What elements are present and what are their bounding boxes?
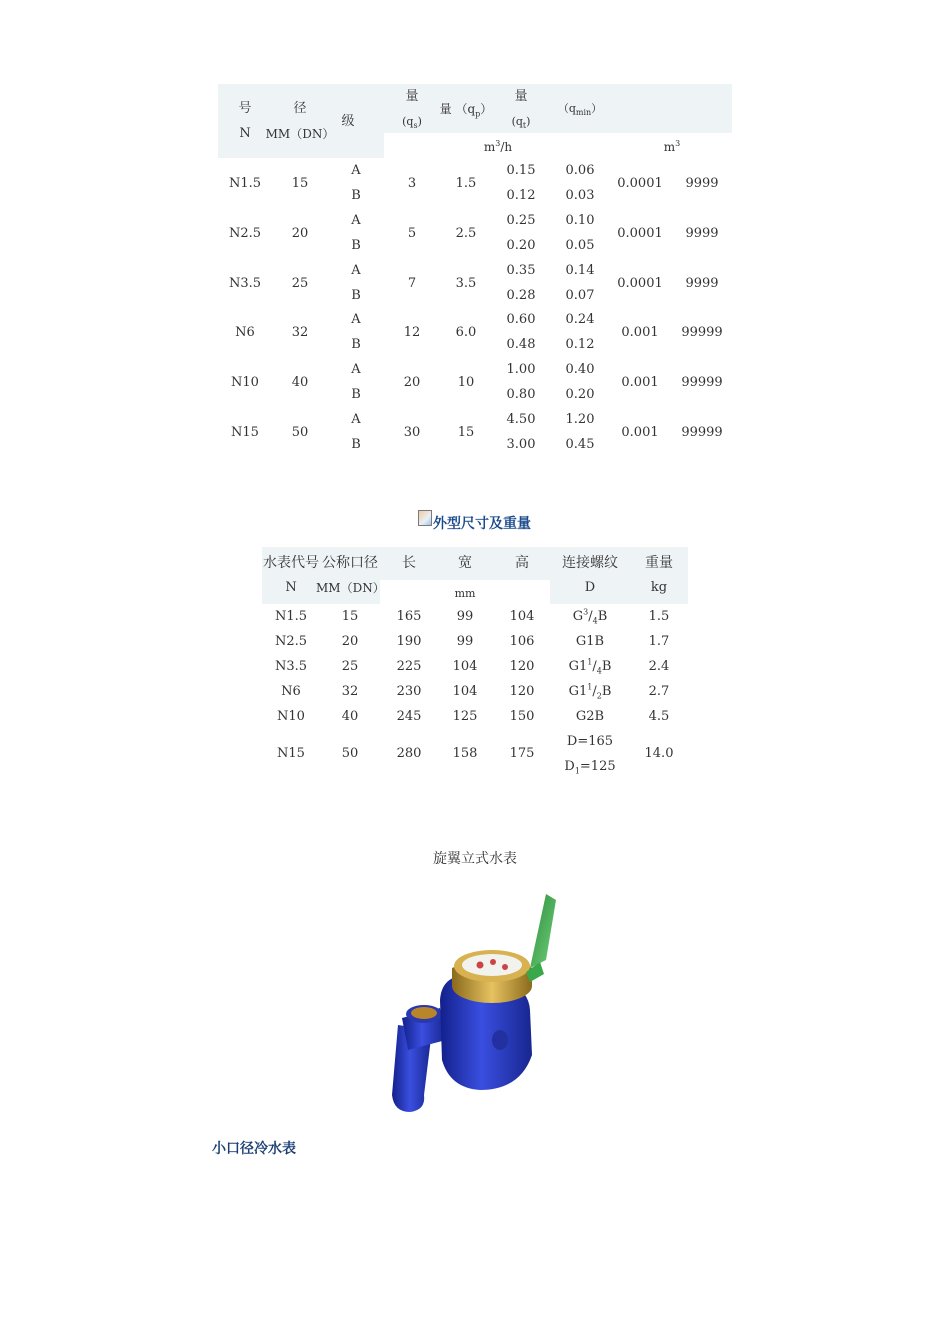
flow-cell-max-reading: 99999 [681, 325, 723, 341]
flow-cell-model: N1.5 [228, 176, 262, 191]
flow-cell-qmin-a: 0.14 [565, 262, 595, 278]
green-lid [530, 894, 556, 968]
dim-cell-height: 106 [509, 634, 535, 649]
flow-cell-dia: 32 [291, 325, 309, 341]
flow-cell-model: N15 [231, 425, 259, 440]
flow-cell-qt-a: 0.60 [506, 312, 536, 328]
meter-dial [462, 954, 522, 976]
dim-cell-length: 280 [396, 746, 422, 761]
dim-cell-model: N6 [281, 684, 301, 699]
flow-cell-dia: 25 [291, 275, 309, 291]
dim-cell-length: 165 [396, 609, 422, 624]
flow-cell-qt-a: 0.35 [506, 262, 536, 278]
flow-cell-qp: 3.5 [455, 275, 477, 291]
flow-cell-grade-b: B [351, 237, 361, 253]
flow-cell-dia: 40 [291, 375, 309, 391]
dim-cell-weight: 14.0 [644, 746, 674, 761]
dim-hdr-weight: 重量 [645, 555, 673, 571]
dial-pointer-1 [477, 962, 484, 969]
dim-cell-width: 104 [452, 684, 478, 699]
hdr-grade: 级 [341, 114, 355, 129]
dim-cell-weight: 1.5 [648, 609, 670, 624]
flow-cell-qmin-a: 0.06 [565, 163, 595, 178]
dim-hdr-model: 水表代号 [263, 555, 319, 571]
dim-cell-dia: 50 [341, 746, 359, 761]
dim-hdr-thread-sub: D [584, 580, 596, 595]
flow-cell-qt-b: 0.80 [506, 387, 536, 403]
hdr-qs-top: 量 [405, 89, 419, 104]
body-emboss [492, 1030, 508, 1050]
flow-cell-qt-b: 0.48 [506, 337, 536, 353]
flow-cell-model: N2.5 [228, 225, 262, 241]
dim-cell-dia: 40 [341, 709, 359, 724]
dim-cell-model: N1.5 [274, 609, 308, 624]
dim-cell-model: N3.5 [274, 659, 308, 674]
flow-cell-qmin-a: 1.20 [565, 412, 595, 427]
flow-cell-grade-a: A [351, 412, 361, 427]
flow-cell-dia: 50 [291, 425, 309, 440]
hdr-qp: 量 $(q_p)$ [439, 102, 493, 119]
hdr-model-bottom: N [239, 126, 251, 141]
dim-cell-model: N15 [277, 746, 305, 761]
water-meter-image [380, 890, 580, 1122]
flow-cell-qs: 12 [403, 325, 421, 341]
dim-cell-width: 125 [452, 709, 478, 724]
flow-cell-qt-b: 0.12 [506, 188, 536, 203]
dim-cell-width: 99 [456, 609, 474, 624]
flow-cell-min-reading: 0.001 [621, 375, 659, 391]
flow-cell-grade-b: B [351, 337, 361, 353]
dim-cell-length: 225 [396, 659, 422, 674]
dim-hdr-weight-unit: kg [650, 580, 668, 595]
dim-cell-dia: 15 [341, 609, 359, 624]
inlet-brass-end [411, 1007, 437, 1019]
flow-cell-grade-b: B [351, 437, 361, 452]
flow-cell-grade-a: A [351, 312, 361, 328]
hdr-model-top: 号 [238, 101, 252, 116]
flow-cell-qt-a: 1.00 [506, 362, 536, 378]
hdr-qt-top: 量 [514, 89, 528, 104]
dim-cell-dia: 20 [341, 634, 359, 649]
product-caption: 旋翼立式水表 [433, 851, 517, 867]
hdr-unit-flow: $m^3/h$ [483, 139, 513, 154]
flow-cell-qmin-b: 0.05 [565, 237, 595, 253]
hdr-unit-reading: $m^3$ [663, 139, 681, 154]
flow-cell-qs: 7 [407, 275, 417, 291]
flow-cell-grade-a: A [351, 212, 361, 228]
flow-cell-qmin-a: 0.40 [565, 362, 595, 378]
dim-hdr-width: 宽 [458, 555, 472, 571]
dim-cell-dia: 25 [341, 659, 359, 674]
flow-cell-grade-b: B [351, 287, 361, 303]
image-placeholder-icon [418, 510, 432, 526]
flow-cell-grade-b: B [351, 387, 361, 403]
hdr-qt-bottom: $(q_t)$ [511, 115, 531, 131]
flow-cell-max-reading: 99999 [681, 375, 723, 391]
dim-hdr-height: 高 [515, 555, 529, 571]
flow-cell-qmin-b: 0.12 [565, 337, 595, 353]
dim-hdr-dia: 公称口径 [322, 555, 378, 571]
dim-cell-thread: $G1^1/_2B$ [568, 682, 612, 701]
flow-cell-max-reading: 9999 [685, 275, 719, 291]
flow-cell-grade-b: B [351, 188, 361, 203]
flow-cell-qp: 1.5 [455, 176, 477, 191]
flow-cell-model: N10 [231, 375, 259, 391]
flow-cell-qt-b: 0.28 [506, 287, 536, 303]
dim-cell-height: 120 [509, 659, 535, 674]
dim-hdr-length: 长 [402, 555, 416, 571]
dim-cell-height: 175 [509, 746, 535, 761]
dim-cell-length: 190 [396, 634, 422, 649]
dim-hdr-model-sub: N [285, 580, 297, 595]
dim-cell-thread-line1: D=165 [566, 734, 614, 749]
dim-cell-model: N2.5 [274, 634, 308, 649]
dim-hdr-mm: mm [454, 587, 476, 600]
flow-cell-min-reading: 0.001 [621, 425, 659, 440]
flow-cell-qt-a: 0.25 [506, 212, 536, 228]
dim-cell-weight: 4.5 [648, 709, 670, 724]
flow-cell-qs: 5 [407, 225, 417, 241]
dimension-section-title: 外型尺寸及重量 [433, 516, 531, 532]
dim-cell-dia: 32 [341, 684, 359, 699]
flow-cell-model: N3.5 [228, 275, 262, 291]
dim-cell-weight: 2.4 [648, 659, 670, 674]
flow-cell-qt-b: 3.00 [506, 437, 536, 452]
flow-cell-min-reading: 0.0001 [617, 225, 663, 241]
dim-cell-length: 245 [396, 709, 422, 724]
flow-cell-dia: 20 [291, 225, 309, 241]
flow-cell-min-reading: 0.001 [621, 325, 659, 341]
dial-pointer-2 [490, 959, 496, 965]
hdr-qs-bottom: $(q_s)$ [402, 115, 422, 131]
flow-cell-qmin-b: 0.45 [565, 437, 595, 452]
flow-cell-model: N6 [235, 325, 255, 341]
dim-cell-weight: 2.7 [648, 684, 670, 699]
dim-hdr-thread: 连接螺纹 [562, 555, 618, 571]
flow-cell-max-reading: 9999 [685, 176, 719, 191]
flow-cell-qt-b: 0.20 [506, 237, 536, 253]
flow-cell-qmin-b: 0.07 [565, 287, 595, 303]
dim-cell-thread: G2B [575, 709, 605, 724]
hdr-qmin: $(q_{min})$ [557, 102, 603, 118]
dim-hdr-dia-sub: MM（DN） [316, 581, 385, 595]
flow-cell-grade-a: A [351, 262, 361, 278]
flow-cell-grade-a: A [351, 163, 361, 178]
dial-pointer-3 [502, 964, 508, 970]
flow-cell-max-reading: 9999 [685, 225, 719, 241]
flow-cell-qt-a: 4.50 [506, 412, 536, 427]
flow-cell-min-reading: 0.0001 [617, 176, 663, 191]
hdr-dia-bottom: MM（DN） [265, 127, 335, 141]
flow-cell-qp: 2.5 [455, 225, 477, 241]
flow-cell-qmin-b: 0.20 [565, 387, 595, 403]
hdr-dia-top: 径 [293, 101, 307, 116]
dim-cell-thread: G1B [575, 634, 605, 649]
dim-cell-model: N10 [277, 709, 305, 724]
dim-cell-length: 230 [396, 684, 422, 699]
dim-cell-width: 158 [452, 746, 478, 761]
flow-cell-grade-a: A [351, 362, 361, 378]
flow-cell-qmin-a: 0.10 [565, 212, 595, 228]
dim-cell-width: 99 [456, 634, 474, 649]
dim-cell-thread: $G1^1/_4B$ [568, 657, 612, 676]
flow-cell-qs: 20 [403, 375, 421, 391]
flow-cell-qp: 10 [457, 375, 475, 391]
dim-cell-height: 120 [509, 684, 535, 699]
flow-cell-max-reading: 99999 [681, 425, 723, 440]
flow-cell-qp: 6.0 [455, 325, 477, 341]
flow-cell-dia: 15 [291, 176, 309, 191]
dim-cell-thread-line2: $D_1=125$ [564, 759, 616, 776]
dim-cell-weight: 1.7 [648, 634, 670, 649]
flow-cell-qs: 3 [407, 176, 417, 191]
dim-cell-thread: $G^3/_4B$ [572, 607, 608, 626]
flow-cell-qmin-b: 0.03 [565, 188, 595, 203]
flow-cell-min-reading: 0.0001 [617, 275, 663, 291]
flow-cell-qs: 30 [403, 425, 421, 440]
small-meter-title: 小口径冷水表 [212, 1141, 296, 1157]
dim-cell-height: 104 [509, 609, 535, 624]
flow-cell-qp: 15 [457, 425, 475, 440]
flow-cell-qt-a: 0.15 [506, 163, 536, 178]
dim-cell-height: 150 [509, 709, 535, 724]
dim-cell-width: 104 [452, 659, 478, 674]
flow-cell-qmin-a: 0.24 [565, 312, 595, 328]
